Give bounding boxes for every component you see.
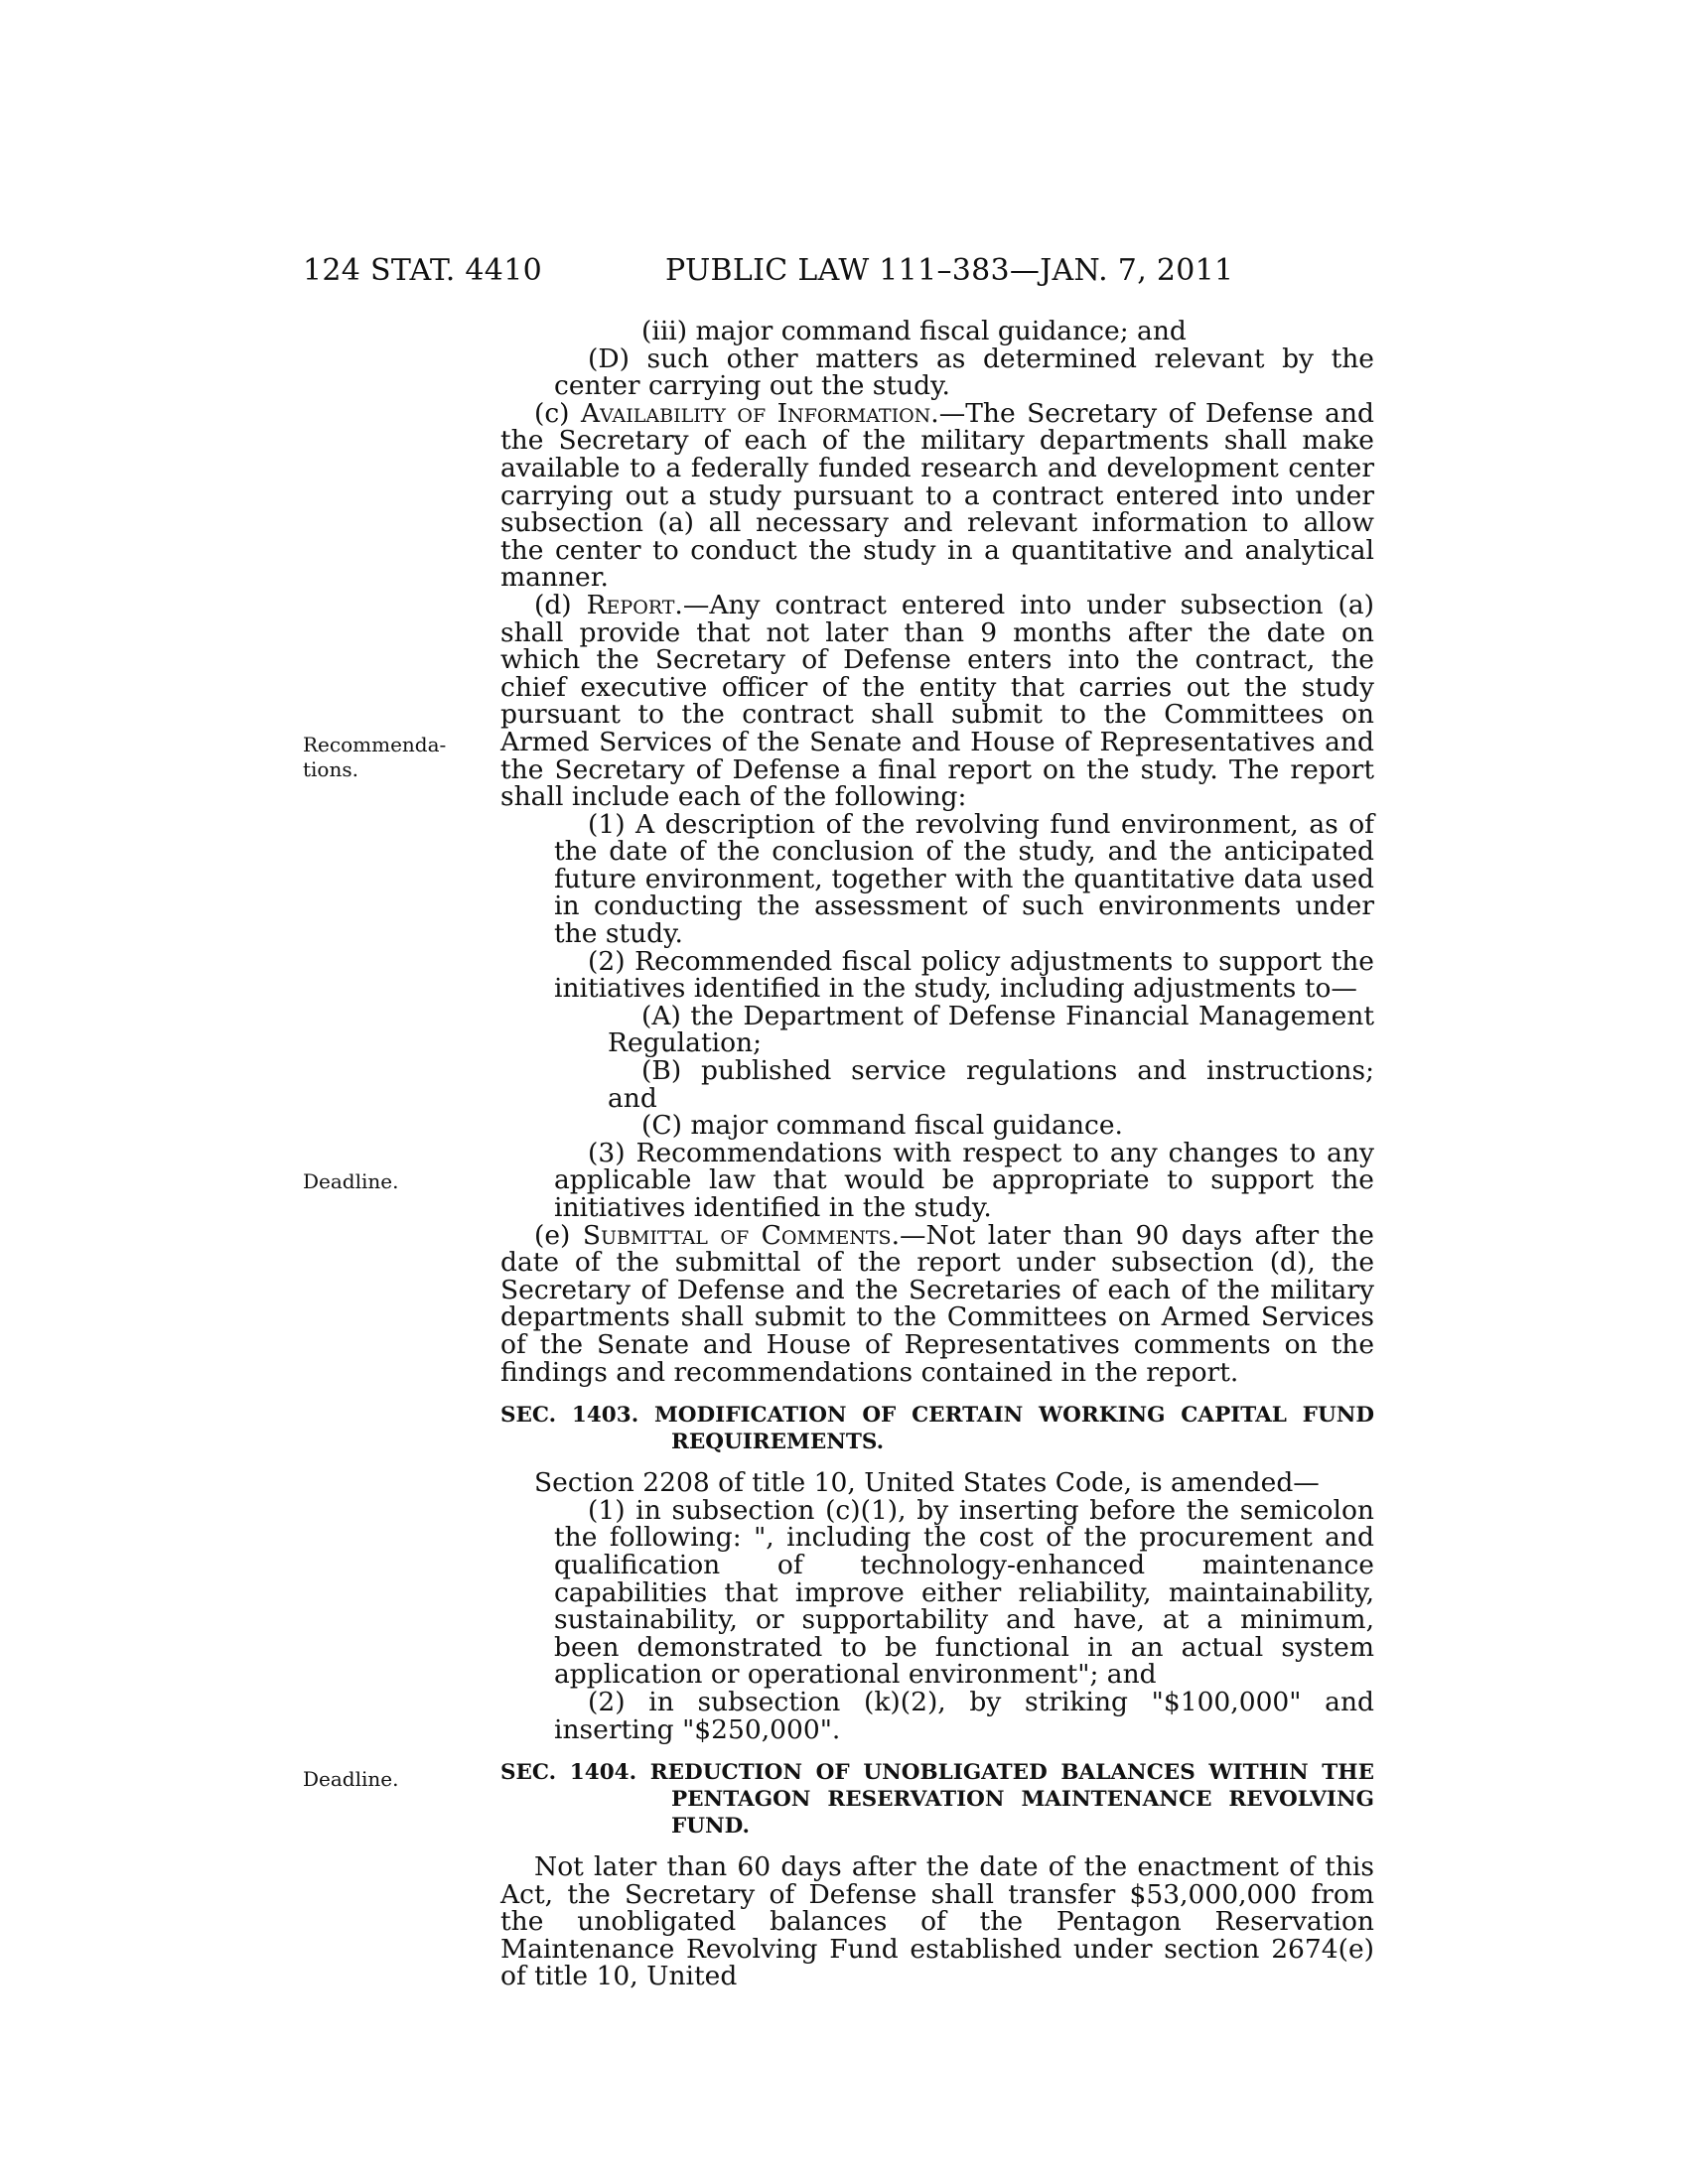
subparagraph-d2C: (C) major command fiscal guidance. <box>641 1110 1123 1142</box>
margin-note-deadline: Deadline. <box>303 1169 399 1193</box>
section-1403-heading: SEC. 1403. MODIFICATION OF CERTAIN WORKING CAPITAL FUND REQUIREMENTS. <box>500 1403 1374 1455</box>
paragraph-d2: (2) Recommended fiscal policy adjustments to support the initiatives identified in the study, including adjustments to— <box>554 945 1374 1005</box>
statute-page-reference: 124 STAT. 4410 <box>303 253 542 288</box>
subparagraph-d2B: (B) published service regulations and instructions; and <box>608 1055 1374 1114</box>
subsection-d <box>500 589 1374 813</box>
paragraph-d3: (3) Recommendations with respect to any changes to any applicable law that would be appropriate to support the initiatives identified in the study. <box>554 1137 1374 1223</box>
margin-note-line: tions. <box>303 757 358 781</box>
subsection-label: (c) <box>534 397 581 429</box>
body-text <box>500 318 1374 1990</box>
margin-note-line: Recommenda- <box>303 733 447 756</box>
section-1403-paragraph-2: (2) in subsection (k)(2), by striking "$100,000" and inserting "$250,000". <box>554 1686 1374 1745</box>
paragraph-D: (D) such other matters as determined relevant by the center carrying out the study. <box>554 342 1374 402</box>
subparagraph-d2A: (A) the Department of Defense Financial Management Regulation; <box>608 1000 1374 1059</box>
paragraph-d1: (1) A description of the revolving fund environment, as of the date of the conclusion of the study, and the anticipated future environment, together with the quantitative data used in conducting the assessment of such environments under the study. <box>554 808 1374 950</box>
section-1404-text: Not later than 60 days after the date of the enactment of this Act, the Secretary of Defense shall transfer $53,000,000 from the unobligated balances of the Pentagon Reservation Maintenance Revolving Fund established under section 2674(e) of title 10, United <box>500 1851 1374 1992</box>
subsection-e <box>500 1219 1374 1388</box>
subsection-heading: Report <box>586 589 675 620</box>
public-law-header: PUBLIC LAW 111–383—JAN. 7, 2011 <box>665 253 1234 288</box>
subsection-heading: Submittal of Comments <box>582 1219 892 1251</box>
subsection-heading: Availability of Information <box>580 397 931 429</box>
section-1404-heading: SEC. 1404. REDUCTION OF UNOBLIGATED BALANCES WITHIN THE PENTAGON RESERVATION MAINTENANCE REVOLVING FUND. <box>500 1760 1374 1840</box>
subsection-label: (d) <box>534 589 587 620</box>
margin-note-recommendations <box>303 733 446 782</box>
subsection-text: .—Any contract entered into under subsection (a) shall provide that not later than 9 months after the date on which the Secretary of Defense enters into the contract, the chief executive officer of the entity that carries out the study pursuant to the contract shall submit to the Committees on Armed Services of the Senate and House of Representatives and the Secretary of Defense a final report on the study. The report shall include each of the following: <box>500 589 1374 813</box>
subsection-text: .—Not later than 90 days after the date of the submittal of the report under subsection (d), the Secretary of Defense and the Secretaries of each of the military departments shall submit to the Committees on Armed Services of the Senate and House of Representatives comments on the findings and recommendations contained in the report. <box>500 1219 1374 1388</box>
margin-note-deadline: Deadline. <box>303 1767 399 1791</box>
section-1403-paragraph-1: (1) in subsection (c)(1), by inserting before the semicolon the following: ", including the cost of the procurement and qualification of technology-enhanced maintenance capabilities that improve either reliability, maintainability, sustainability, or supportability and have, at a minimum, been demonstrated to be functional in an actual system application or operational environment"; and <box>554 1494 1374 1691</box>
paragraph-iii: (iii) major command fiscal guidance; and <box>641 316 1187 346</box>
section-1403-intro: Section 2208 of title 10, United States Code, is amended— <box>534 1467 1320 1499</box>
subsection-text: .—The Secretary of Defense and the Secretary of each of the military departments shall make available to a federally funded research and development center carrying out a study pursuant to a contract entered into under subsection (a) all necessary and relevant information to allow the center to conduct the study in a quantitative and analytical manner. <box>500 397 1374 594</box>
subsection-c <box>500 397 1374 594</box>
subsection-label: (e) <box>534 1219 583 1251</box>
